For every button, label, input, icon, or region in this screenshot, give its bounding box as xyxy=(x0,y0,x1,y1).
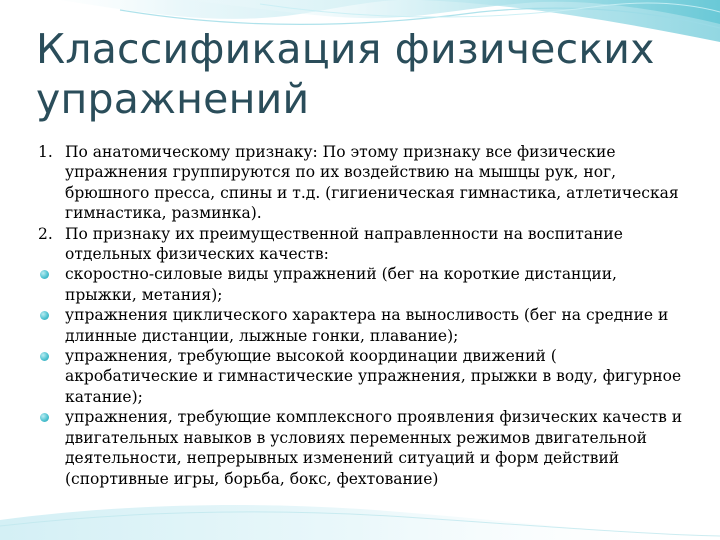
list-item-text: По анатомическому признаку: По этому признаку все физические упражнения группируются по их воздействию на мышцы рук, ног, брюшного пресса, спины и т.д. (гигиеническая гимнастика, атлетическая гимнастика, разминка). xyxy=(65,143,679,223)
list-item-bullet xyxy=(38,305,688,346)
slide-content-list xyxy=(38,142,688,489)
list-marker-number: 1. xyxy=(38,143,53,161)
list-item-text: упражнения циклического характера на выносливость (бег на средние и длинные дистанции, лыжные гонки, плавание); xyxy=(65,306,669,345)
list-item-numbered-1 xyxy=(38,142,688,224)
list-item-text: скоростно-силовые виды упражнений (бег на короткие дистанции, прыжки, метания); xyxy=(65,265,617,304)
slide-title: Классификация физических упражнений xyxy=(36,25,655,123)
teal-dot-bullet-icon xyxy=(40,270,49,279)
list-item-text: упражнения, требующие высокой координации движений ( акробатические и гимнастические упражнения, прыжки в воду, фигурное катание); xyxy=(65,347,682,406)
teal-dot-bullet-icon xyxy=(40,311,49,320)
list-marker-number: 2. xyxy=(38,224,53,243)
list-item-text: По признаку их преимущественной направленности на воспитание отдельных физических качеств: xyxy=(65,224,623,264)
teal-dot-bullet-icon xyxy=(40,352,49,361)
list-item-text: упражнения, требующие комплексного проявления физических качеств и двигательных навыков в условиях переменных режимов двигательной деятельности, непрерывных изменений ситуаций и форм действий (спортивные игры, борьба, бокс, фехтование) xyxy=(65,408,683,488)
list-item-bullet xyxy=(38,346,688,407)
list-item-bullet xyxy=(38,264,688,305)
bottom-wave-light xyxy=(0,505,720,540)
list-item-bullet xyxy=(38,407,688,489)
list-item-numbered-2 xyxy=(38,224,688,265)
teal-dot-bullet-icon xyxy=(40,413,49,422)
